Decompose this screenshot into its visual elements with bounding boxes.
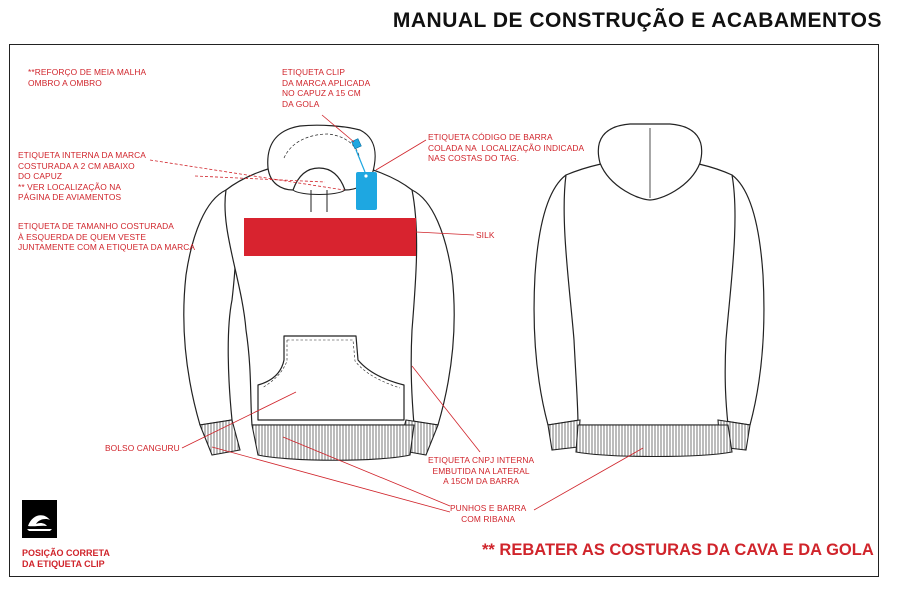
front-left-cuff bbox=[200, 420, 240, 455]
label-punhos: PUNHOS E BARRA COM RIBANA bbox=[450, 503, 527, 524]
leader-punhos-back bbox=[534, 448, 643, 510]
label-etiqueta-interna: ETIQUETA INTERNA DA MARCA COSTURADA A 2 CM ABAIXO DO CAPUZ ** VER LOCALIZAÇÃO NA PÁGINA DE AVIAMENTOS bbox=[18, 150, 146, 203]
hoodie-back bbox=[534, 124, 764, 425]
hoodie-front bbox=[184, 125, 454, 425]
label-cnpj: ETIQUETA CNPJ INTERNA EMBUTIDA NA LATERAL A 15CM DA BARRA bbox=[428, 455, 535, 487]
page-title: MANUAL DE CONSTRUÇÃO E ACABAMENTOS bbox=[392, 9, 882, 32]
label-silk: SILK bbox=[476, 230, 495, 240]
back-left-cuff bbox=[548, 420, 580, 450]
clip-position-caption: POSIÇÃO CORRETA DA ETIQUETA CLIP bbox=[22, 548, 110, 569]
label-reforco: **REFORÇO DE MEIA MALHA OMBRO A OMBRO bbox=[28, 67, 147, 88]
leader-barcode bbox=[376, 140, 426, 170]
brand-logo-icon bbox=[22, 500, 57, 538]
seam-note: ** REBATER AS COSTURAS DA CAVA E DA GOLA bbox=[482, 541, 874, 559]
label-codigo-barra: ETIQUETA CÓDIGO DE BARRA COLADA NA LOCALIZAÇÃO INDICADA NAS COSTAS DO TAG. bbox=[428, 132, 585, 164]
back-hem-rib bbox=[576, 425, 732, 457]
front-ribbing bbox=[200, 420, 438, 460]
silk-print-band bbox=[244, 218, 416, 256]
label-etiqueta-clip: ETIQUETA CLIP DA MARCA APLICADA NO CAPUZ A 15 CM DA GOLA bbox=[282, 67, 371, 109]
label-etiqueta-tamanho: ETIQUETA DE TAMANHO COSTURADA À ESQUERDA DE QUEM VESTE JUNTAMENTE COM A ETIQUETA DA MARCA bbox=[18, 221, 196, 253]
back-ribbing bbox=[548, 420, 750, 457]
front-hem-rib bbox=[252, 425, 414, 460]
label-bolso: BOLSO CANGURU bbox=[105, 443, 180, 453]
